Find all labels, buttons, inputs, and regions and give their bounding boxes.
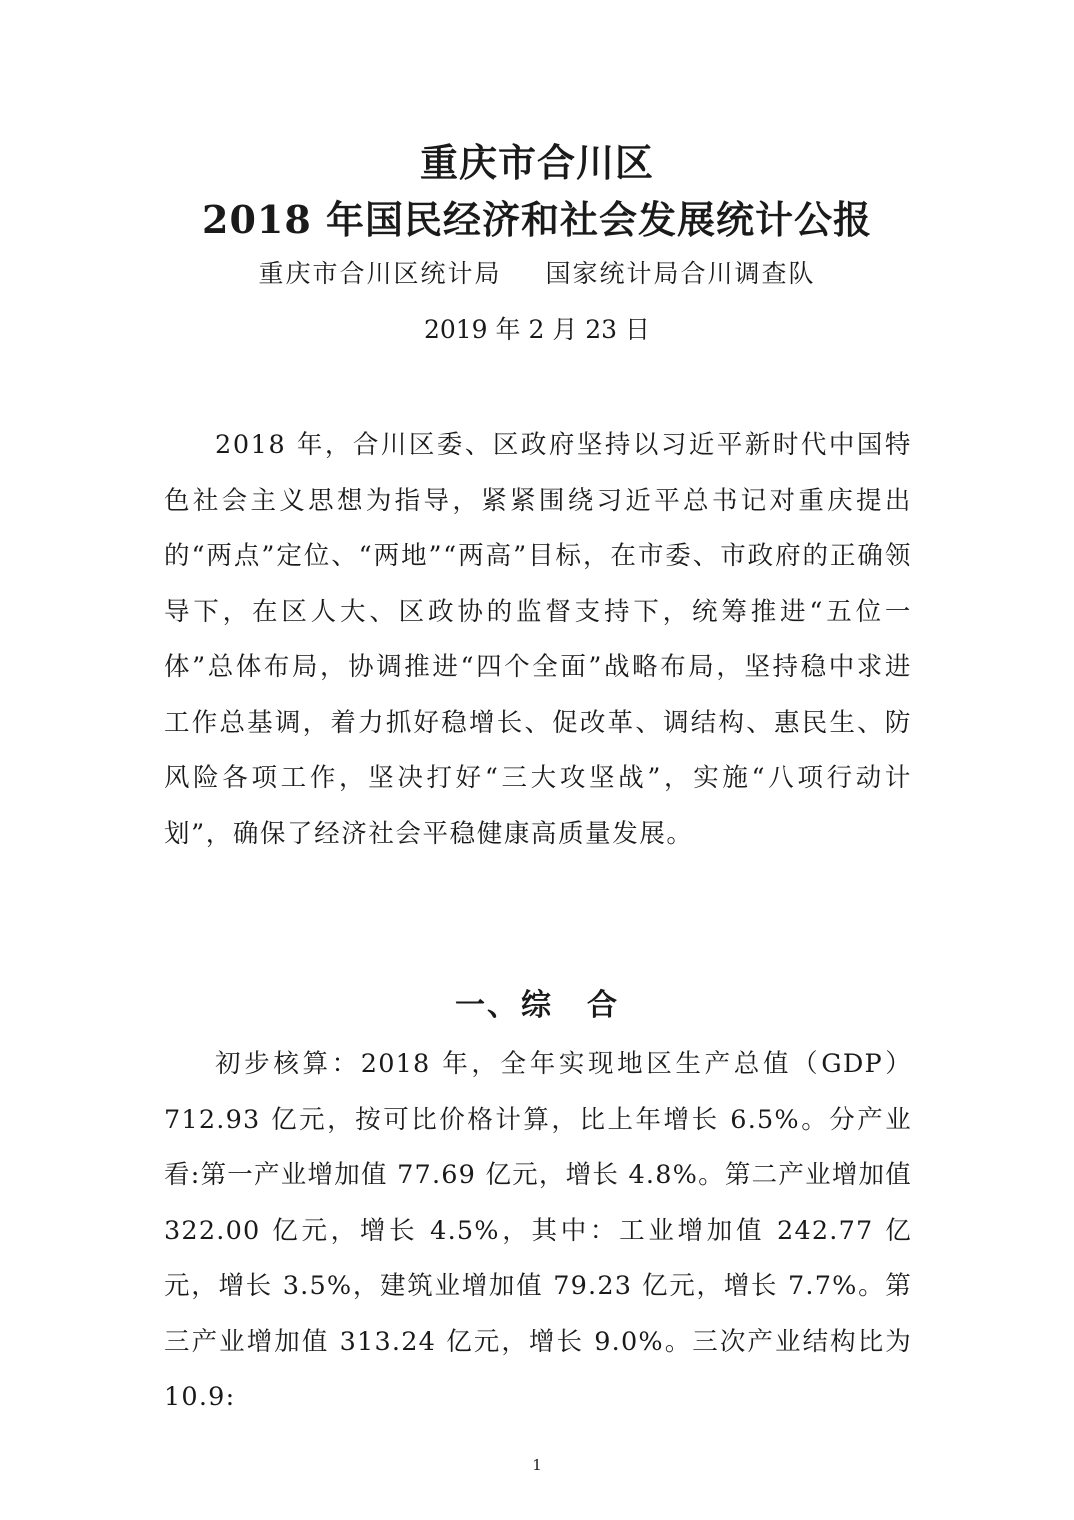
overview-paragraph: 初步核算：2018 年，全年实现地区生产总值（GDP）712.93 亿元，按可比价格计算，比上年增长 6.5%。分产业看:第一产业增加值 77.69 亿元，增长 4.8%。第二产业增加值 322.00 亿元，增长 4.5%，其中：工业增加值 242.77 亿元，增长 3.5%，建筑业增加值 79.23 亿元，增长 7.7%。第三产业增加值 313.24 亿元，增长 9.0%。三次产业结构比为 10.9: [164, 1049, 912, 1412]
section-title-char-2: 合 [587, 988, 619, 1023]
section-heading-overview [0, 984, 1074, 1028]
section-title-char-1: 综 [521, 988, 553, 1023]
issuer-statistics-bureau: 重庆市合川区统计局 [258, 259, 502, 288]
publication-date: 2019 年 2 月 23 日 [423, 315, 651, 344]
issuers-line [0, 256, 1074, 292]
issuer-survey-team: 国家统计局合川调查队 [545, 259, 816, 288]
report-title-line-2: 2018 年国民经济和社会发展统计公报 [202, 197, 872, 242]
intro-paragraph: 2018 年，合川区委、区政府坚持以习近平新时代中国特色社会主义思想为指导，紧紧围绕习近平总书记对重庆提出的“两点”定位、“两地”“两高”目标，在市委、市政府的正确领导下，在区人大、区政协的监督支持下，统筹推进“五位一体”总体布局，协调推进“四个全面”战略布局，坚持稳中求进工作总基调，着力抓好稳增长、促改革、调结构、惠民生、防风险各项工作，坚决打好“三大攻坚战”，实施“八项行动计划”，确保了经济社会平稳健康高质量发展。 [164, 430, 912, 849]
section-number: 一、 [455, 988, 519, 1023]
page-number: 1 [532, 1456, 542, 1474]
report-title-line-1: 重庆市合川区 [419, 140, 654, 185]
